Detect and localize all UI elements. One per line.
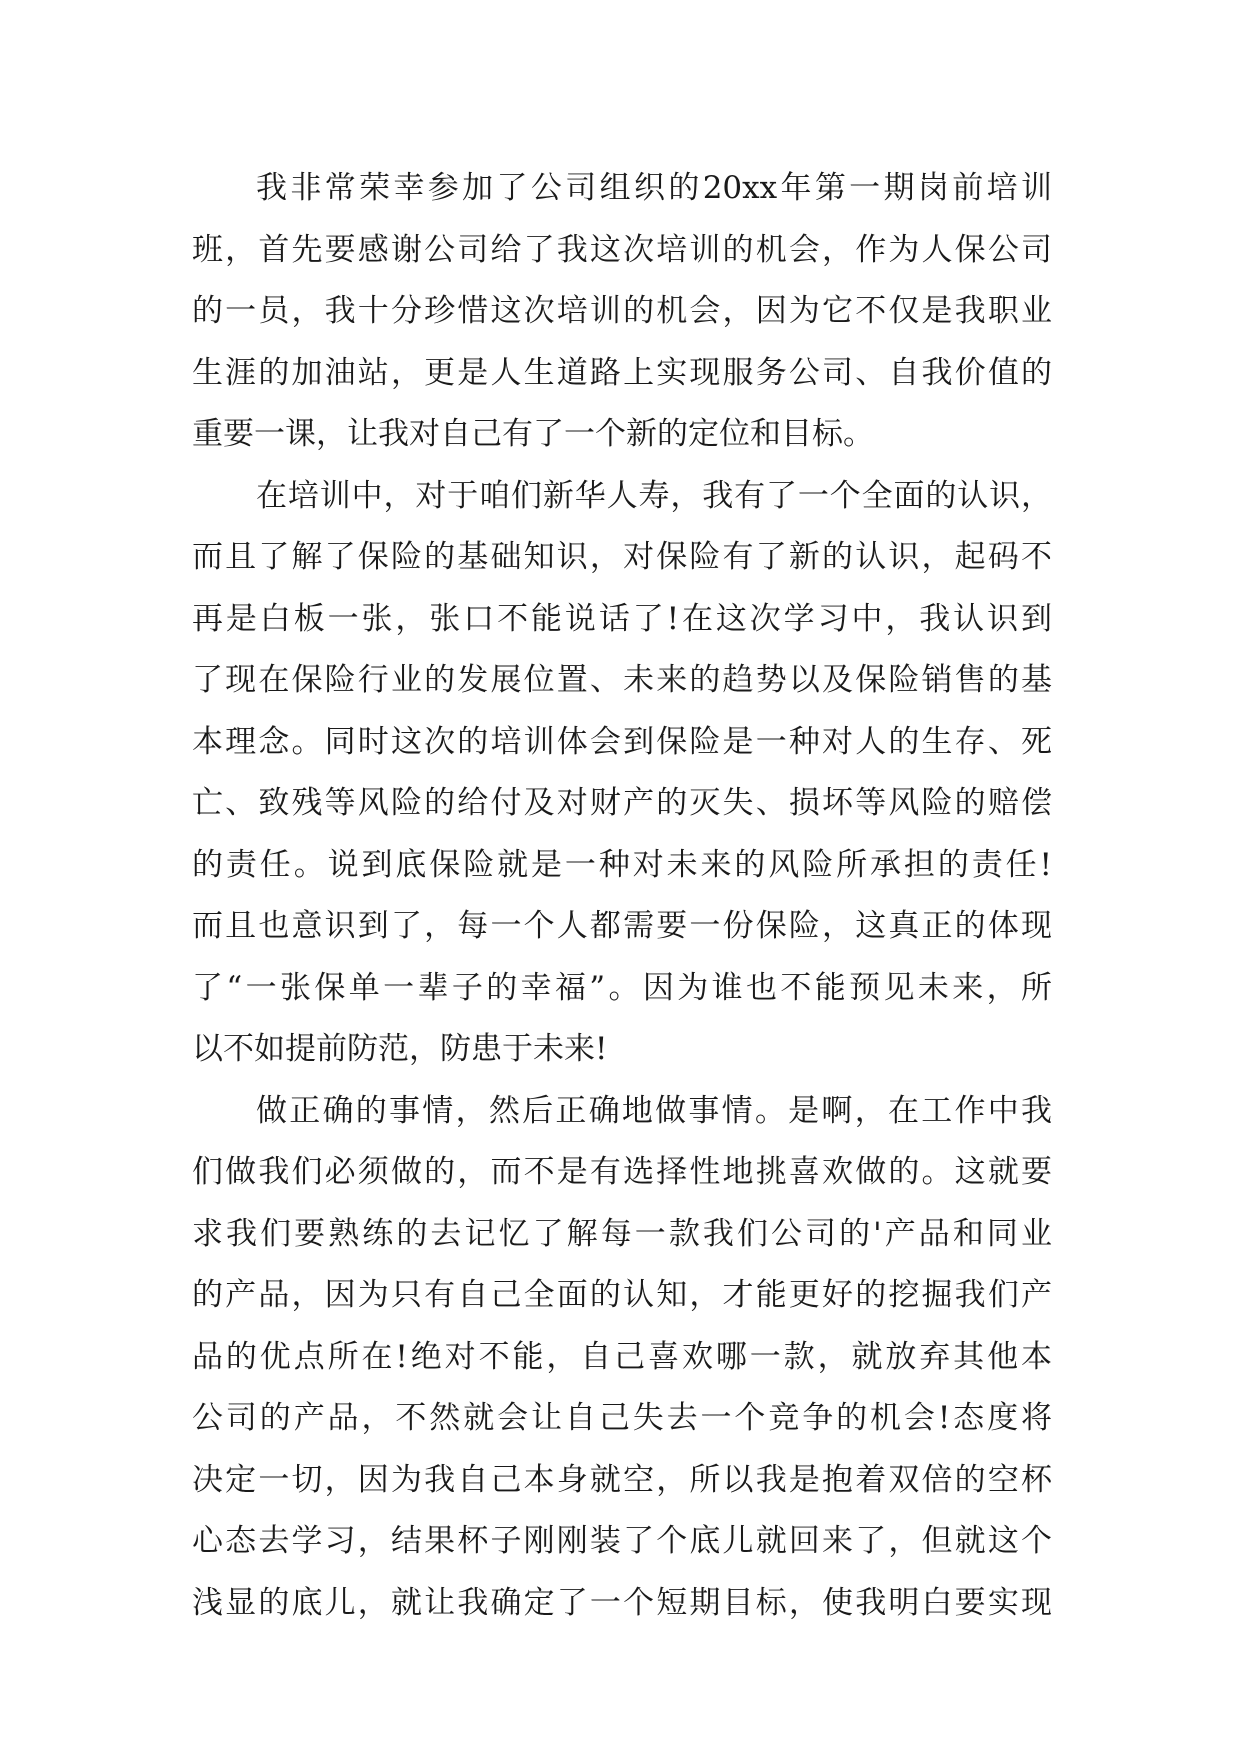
text-line: 们做我们必须做的，而不是有选择性地挑喜欢做的。这就要 [192,1154,1052,1190]
text-line: 重要一课，让我对自己有了一个新的定位和目标。 [192,416,874,452]
paragraph-3 [192,1081,1052,1635]
text-line: 的一员，我十分珍惜这次培训的机会，因为它不仅是我职业 [192,293,1052,329]
text-line: 再是白板一张，张口不能说话了!在这次学习中，我认识到 [192,600,1052,637]
text-line: 做正确的事情，然后正确地做事情。是啊，在工作中我 [256,1092,1052,1129]
text-line: 了“一张保单一辈子的幸福”。因为谁也不能预见未来，所 [192,969,1052,1006]
document-body [192,158,1052,1634]
text-line: 本理念。同时这次的培训体会到保险是一种对人的生存、死 [192,723,1052,760]
text-line: 的责任。说到底保险就是一种对未来的风险所承担的责任! [192,846,1052,883]
text-line: 的产品，因为只有自己全面的认知，才能更好的挖掘我们产 [192,1277,1052,1313]
text-line: 浅显的底儿，就让我确定了一个短期目标，使我明白要实现 [192,1584,1052,1621]
paragraph-2 [192,466,1052,1081]
text-line: 求我们要熟练的去记忆了解每一款我们公司的'产品和同业 [192,1215,1052,1252]
text-line: 我非常荣幸参加了公司组织的20xx年第一期岗前培训 [256,170,1052,206]
text-line: 亡、致残等风险的给付及对财产的灭失、损坏等风险的赔偿 [192,785,1052,821]
text-line: 品的优点所在!绝对不能，自己喜欢哪一款，就放弃其他本 [192,1338,1052,1375]
text-line: 而且也意识到了，每一个人都需要一份保险，这真正的体现 [192,908,1052,944]
text-line: 以不如提前防范，防患于未来! [192,1031,608,1067]
text-line: 决定一切，因为我自己本身就空，所以我是抱着双倍的空杯 [192,1461,1052,1498]
text-line: 在培训中，对于咱们新华人寿，我有了一个全面的认识， [256,477,1052,514]
text-line: 生涯的加油站，更是人生道路上实现服务公司、自我价值的 [192,354,1052,391]
text-line: 公司的产品，不然就会让自己失去一个竞争的机会!态度将 [192,1400,1052,1436]
text-line: 而且了解了保险的基础知识，对保险有了新的认识，起码不 [192,539,1052,575]
text-line: 心态去学习，结果杯子刚刚装了个底儿就回来了，但就这个 [192,1523,1052,1559]
paragraph-1 [192,158,1052,466]
text-line: 班，首先要感谢公司给了我这次培训的机会，作为人保公司 [192,231,1052,268]
text-line: 了现在保险行业的发展位置、未来的趋势以及保险销售的基 [192,662,1052,698]
